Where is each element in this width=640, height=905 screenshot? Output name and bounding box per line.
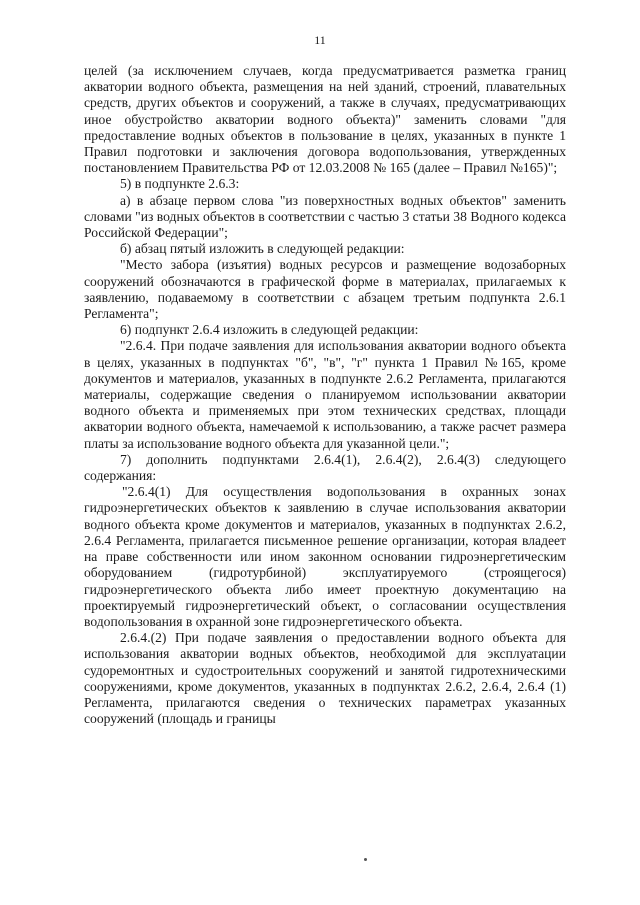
paragraph-item-7: 7) дополнить подпунктами 2.6.4(1), 2.6.4(2), 2.6.4(3) следующего содержания: bbox=[84, 451, 566, 484]
document-body bbox=[84, 63, 566, 727]
scan-dot-mark bbox=[364, 858, 367, 861]
paragraph-item-5b: б) абзац пятый изложить в следующей редакции: bbox=[120, 241, 405, 257]
paragraph-continuation: целей (за исключением случаев, когда предусматривается разметка границ акватории водного объекта, размещения на ней зданий, строений, плавательных средств, других объектов и сооружений, а также в случаях, предусматривающих иное обустройство акватории водного объекта)" заменить словами "для предоставление водных объектов в пользование в целях, указанных в пункте 1 Правил подготовки и заключения договора водопользования, утвержденных постановлением Правительства РФ от 12.03.2008 № 165 (далее – Правил №165)"; bbox=[84, 63, 566, 176]
paragraph-quote-intake: "Место забора (изъятия) водных ресурсов и размещение водозаборных сооружений обозначаются в графической форме в материалах, прилагаемых к заявлению, подаваемому в соответствии с абзацем третьим подпункта 2.6.1 Регламента"; bbox=[84, 257, 566, 322]
paragraph-item-6: 6) подпункт 2.6.4 изложить в следующей редакции: bbox=[120, 322, 419, 338]
paragraph-item-5: 5) в подпункте 2.6.3: bbox=[120, 176, 240, 192]
paragraph-2-6-4-1: "2.6.4(1) Для осуществления водопользования в охранных зонах гидроэнергетических объектов к заявлению в случае использования акватории водного объекта кроме документов и материалов, указанных в подпунктах 2.6.2, 2.6.4 Регламента, прилагается письменное решение организации, которая владеет на праве собственности или ином законном основании гидроэнергетическим оборудованием (гидротурбиной) эксплуатируемого (строящегося) гидроэнергетического объекта либо имеет проектную документацию на проектируемый гидроэнергетический объект, о согласовании осуществления водопользования в охранной зоне гидроэнергетического объекта. bbox=[84, 484, 566, 629]
page-number: 11 bbox=[314, 33, 326, 47]
paragraph-quote-2-6-4: "2.6.4. При подаче заявления для использования акватории водного объекта в целях, указанных в подпунктах "б", "в", "г" пункта 1 Правил №165, кроме документов и материалов, указанных в подпункте 2.6.2 Регламента, прилагаются материалы, содержащие сведения о планируемом использовании акватории водного объекта и применяемых при этом технических средствах, площади акватории водного объекта, намечаемой к использованию, а также расчет размера платы за использование водного объекта для указанной цели."; bbox=[84, 338, 566, 451]
paragraph-item-5a: а) в абзаце первом слова "из поверхностных водных объектов" заменить словами "из водных объектов в соответствии с частью 3 статьи 38 Водного кодекса Российской Федерации"; bbox=[84, 192, 566, 241]
paragraph-2-6-4-2: 2.6.4.(2) При подаче заявления о предоставлении водного объекта для использования акватории водных объектов, необходимой для эксплуатации судоремонтных и судостроительных сооружений и занятой гидротехническими сооружениями, кроме документов, указанных в подпунктах 2.6.2, 2.6.4, 2.6.4 (1) Регламента, прилагаются сведения о технических параметрах указанных сооружений (площадь и границы bbox=[84, 630, 566, 727]
